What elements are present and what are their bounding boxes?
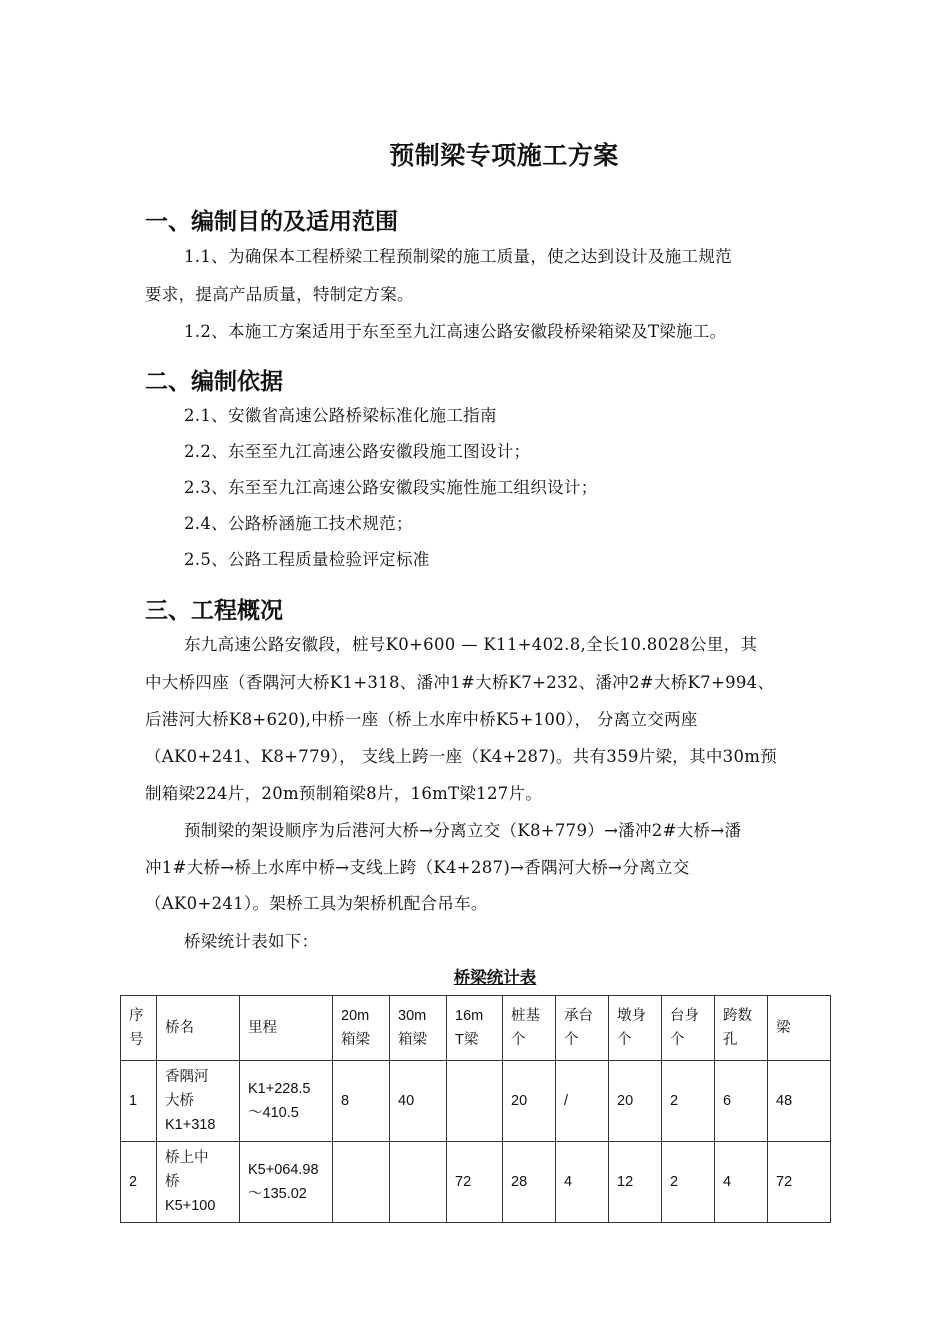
- overview-line: 制箱梁224片，20m预制箱梁8片，16mT梁127片。: [145, 784, 543, 803]
- cell-box30: [390, 1142, 447, 1223]
- section-heading-purpose: 一、编制目的及适用范围: [145, 209, 398, 235]
- cell-bridge-name: 桥上中 桥 K5+100: [157, 1142, 240, 1223]
- cell-caps: 4: [556, 1142, 609, 1223]
- header-cell: 里程: [240, 996, 333, 1061]
- cell-no: 1: [121, 1061, 157, 1142]
- bridge-statistics-table: [120, 995, 831, 1223]
- erection-line: 冲1#大桥→桥上水库中桥→支线上跨（K4+287)→香隅河大桥→分离立交: [145, 858, 690, 877]
- header-cell: 桩基 个: [503, 996, 556, 1061]
- table-intro: 桥梁统计表如下：: [184, 932, 319, 951]
- section-heading-overview: 三、工程概况: [145, 598, 283, 624]
- cell-t16: 72: [447, 1142, 503, 1223]
- header-cell: 序 号: [121, 996, 157, 1061]
- erection-line: （AK0+241）。架桥工具为架桥机配合吊车。: [145, 894, 488, 913]
- cell-piers: 12: [609, 1142, 662, 1223]
- page-title: 预制梁专项施工方案: [389, 141, 619, 170]
- cell-mileage: K1+228.5 ～410.5: [240, 1061, 333, 1142]
- cell-no: 2: [121, 1142, 157, 1223]
- section-heading-basis: 二、编制依据: [145, 369, 283, 395]
- cell-bridge-name: 香隅河 大桥 K1+318: [157, 1061, 240, 1142]
- cell-piers: 20: [609, 1061, 662, 1142]
- cell-piles: 20: [503, 1061, 556, 1142]
- header-cell: 墩身 个: [609, 996, 662, 1061]
- header-cell: 梁: [768, 996, 831, 1061]
- table-caption: 桥梁统计表: [453, 968, 537, 987]
- basis-item: 2.2、东至至九江高速公路安徽段施工图设计；: [184, 442, 531, 461]
- overview-line: 东九高速公路安徽段，桩号K0+600 — K11+402.8,全长10.8028公里，其: [184, 635, 758, 654]
- cell-piles: 28: [503, 1142, 556, 1223]
- basis-item: 2.3、东至至九江高速公路安徽段实施性施工组织设计；: [184, 478, 598, 497]
- header-cell: 30m 箱梁: [390, 996, 447, 1061]
- table-row: [121, 1142, 831, 1223]
- overview-line: 后港河大桥K8+620),中桥一座（桥上水库中桥K5+100）， 分离立交两座: [145, 710, 698, 729]
- overview-line: 中大桥四座（香隅河大桥K1+318、潘冲1#大桥K7+232、潘冲2#大桥K7+994、: [145, 673, 775, 692]
- cell-box30: 40: [390, 1061, 447, 1142]
- cell-spans: 6: [715, 1061, 768, 1142]
- header-cell: 台身 个: [662, 996, 715, 1061]
- table-header-row: [121, 996, 831, 1061]
- cell-mileage: K5+064.98 ～135.02: [240, 1142, 333, 1223]
- cell-box20: [333, 1142, 390, 1223]
- cell-spans: 4: [715, 1142, 768, 1223]
- cell-beams: 48: [768, 1061, 831, 1142]
- header-cell: 20m 箱梁: [333, 996, 390, 1061]
- header-cell: 桥名: [157, 996, 240, 1061]
- paragraph-1-1-line2: 要求，提高产品质量，特制定方案。: [145, 285, 414, 304]
- cell-caps: /: [556, 1061, 609, 1142]
- overview-line: （AK0+241、K8+779）， 支线上跨一座（K4+287)。共有359片梁，其中30m预: [145, 747, 778, 766]
- erection-line: 预制梁的架设顺序为后港河大桥→分离立交（K8+779）→潘冲2#大桥→潘: [184, 821, 742, 840]
- paragraph-1-1-line1: 1.1、为确保本工程桥梁工程预制梁的施工质量，使之达到设计及施工规范: [184, 247, 732, 266]
- header-cell: 跨数 孔: [715, 996, 768, 1061]
- header-cell: 承台 个: [556, 996, 609, 1061]
- basis-item: 2.5、公路工程质量检验评定标准: [184, 550, 430, 569]
- paragraph-1-2: 1.2、本施工方案适用于东至至九江高速公路安徽段桥梁箱梁及T梁施工。: [184, 322, 727, 341]
- cell-box20: 8: [333, 1061, 390, 1142]
- cell-beams: 72: [768, 1142, 831, 1223]
- basis-item: 2.4、公路桥涵施工技术规范；: [184, 514, 413, 533]
- basis-item: 2.1、安徽省高速公路桥梁标准化施工指南: [184, 406, 497, 425]
- cell-t16: [447, 1061, 503, 1142]
- cell-abutments: 2: [662, 1142, 715, 1223]
- cell-abutments: 2: [662, 1061, 715, 1142]
- table-row: [121, 1061, 831, 1142]
- header-cell: 16m T梁: [447, 996, 503, 1061]
